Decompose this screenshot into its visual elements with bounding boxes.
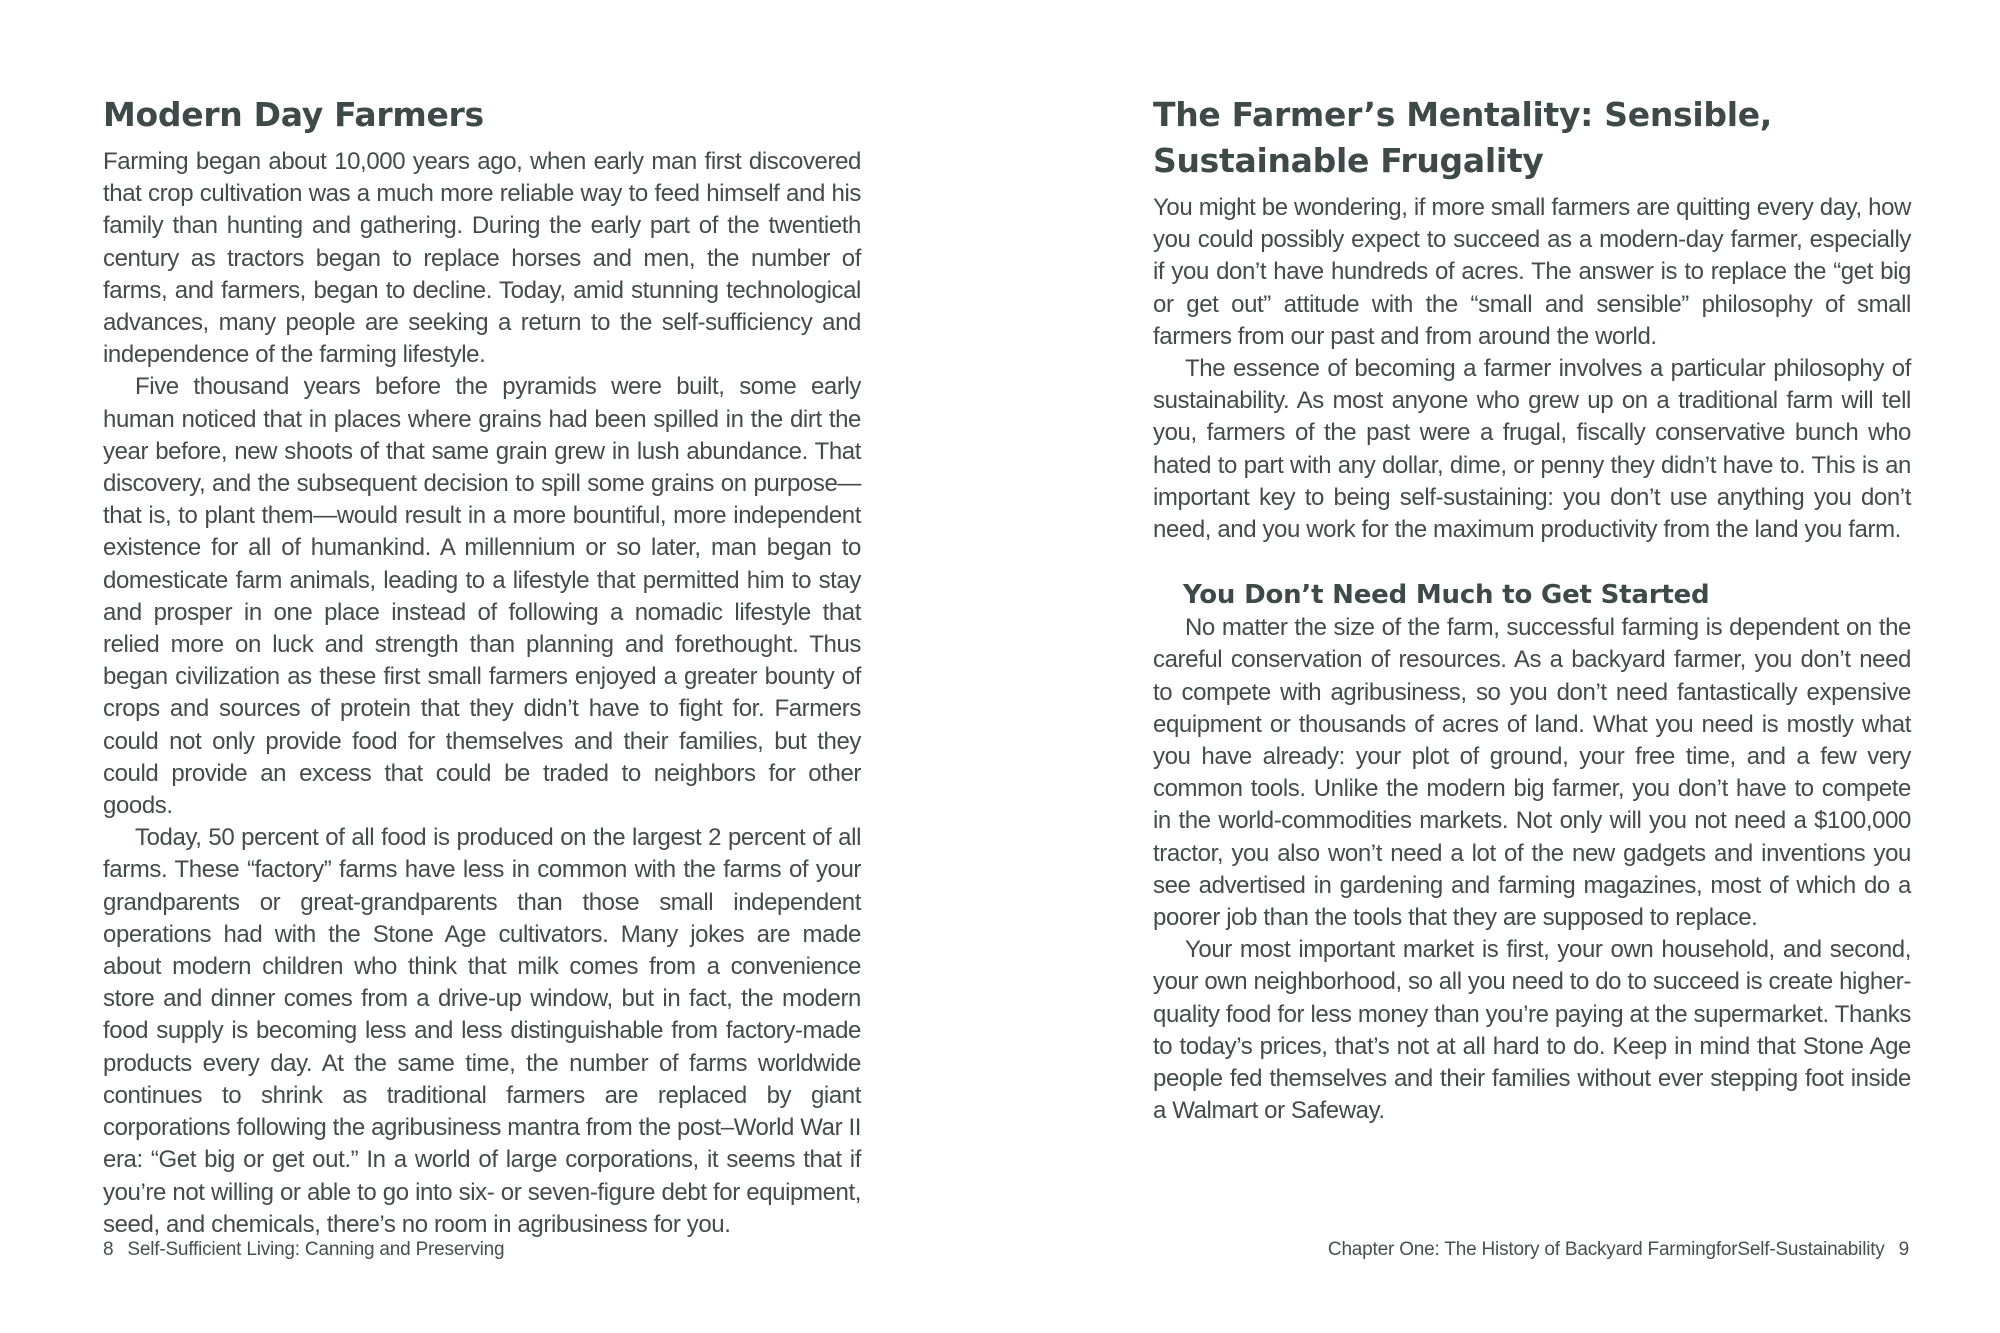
section-heading: Modern Day Farmers [103,95,484,134]
chapter-title: Chapter One: The History of Backyard FarmingforSelf-Sustainability [1327,1239,1885,1260]
page-number: 9 [1898,1239,1909,1260]
page-number: 8 [103,1239,114,1260]
book-title: Self-Sufficient Living: Canning and Preserving [127,1239,505,1260]
right-page [1000,0,2000,1333]
left-text-column [103,92,861,1241]
body-paragraph: Today, 50 percent of all food is produced on the largest 2 percent of all farms. These “factory” farms have less in common with the farms of your grandparents or great-grandparents than those small independent operations had with the Stone Age cultivators. Many jokes are made about modern children who think that milk comes from a convenience store and dinner comes from a drive-up window, but in fact, the modern food supply is becoming less and less distinguishable from factory-made products every day. At the same time, the number of farms worldwide continues to shrink as traditional farmers are replaced by giant corporations following the agribusiness mantra from the post–World War II era: “Get big or get out.” In a world of large corporations, it seems that if you’re not willing or able to go into six- or seven-figure debt for equipment, seed, and chemicals, there’s no room in agribusiness for you. [103,824,861,1238]
left-running-footer [103,1237,504,1263]
body-paragraph: Farming began about 10,000 years ago, when early man first discovered that crop cultivation was a much more reliable way to feed himself and his family than hunting and gathering. During the early part of the twentieth century as tractors began to replace horses and men, the number of farms, and farmers, began to decline. Today, amid stunning technological advances, many people are seeking a return to the self-sufficiency and independence of the farming lifestyle. [103,148,861,369]
body-paragraph: Five thousand years before the pyramids were built, some early human noticed that in places where grains had been spilled in the dirt the year before, new shoots of that same grain grew in lush abundance. That discovery, and the subsequent decision to spill some grains on purpose—that is, to plant them—would result in a more bountiful, more independent existence for all of humankind. A millennium or so later, man began to domesticate farm animals, leading to a lifestyle that permitted him to stay and prosper in one place instead of following a nomadic lifestyle that relied more on luck and strength than planning and forethought. Thus began civilization as these first small farmers enjoyed a greater bounty of crops and sources of protein that they didn’t have to fight for. Farmers could not only provide food for themselves and their families, but they could provide an excess that could be traded to neighbors for other goods. [103,373,861,820]
body-paragraph: Your most important market is first, your own household, and second, your own neighborhood, so all you need to do to succeed is create higher-quality food for less money than you’re paying at the supermarket. Thanks to today’s prices, that’s not at all hard to do. Keep in mind that Stone Age people fed themselves and their families without ever stepping foot inside a Walmart or Safeway. [1153,936,1911,1125]
body-paragraph: You might be wondering, if more small farmers are quitting every day, how you could possibly expect to succeed as a modern-day farmer, especially if you don’t have hundreds of acres. The answer is to replace the “get big or get out” attitude with the “small and sensible” philosophy of small farmers from our past and from around the world. [1153,194,1911,350]
right-text-column [1153,92,1911,1127]
section-heading: The Farmer’s Mentality: Sensible, Sustainable Frugality [1153,95,1773,180]
body-paragraph: The essence of becoming a farmer involves a particular philosophy of sustainability. As most anyone who grew up on a traditional farm will tell you, farmers of the past were a frugal, fiscally conservative bunch who hated to part with any dollar, dime, or penny they didn’t have to. This is an important key to being self-sustaining: you don’t use anything you don’t need, and you work for the maximum productivity from the land you farm. [1153,355,1911,544]
subsection-heading: You Don’t Need Much to Get Started [1183,580,1710,611]
right-running-footer [1328,1237,1909,1263]
body-paragraph: No matter the size of the farm, successful farming is dependent on the careful conservation of resources. As a backyard farmer, you don’t need to compete with agribusiness, so you don’t need fantastically expensive equipment or thousands of acres of land. What you need is mostly what you have already: your plot of ground, your free time, and a few very common tools. Unlike the modern big farmer, you don’t have to compete in the world-commodities markets. Not only will you not need a $100,000 tractor, you also won’t need a lot of the new gadgets and inventions you see advertised in gardening and farming magazines, most of which do a poorer job than the tools that they are supposed to replace. [1153,614,1911,932]
